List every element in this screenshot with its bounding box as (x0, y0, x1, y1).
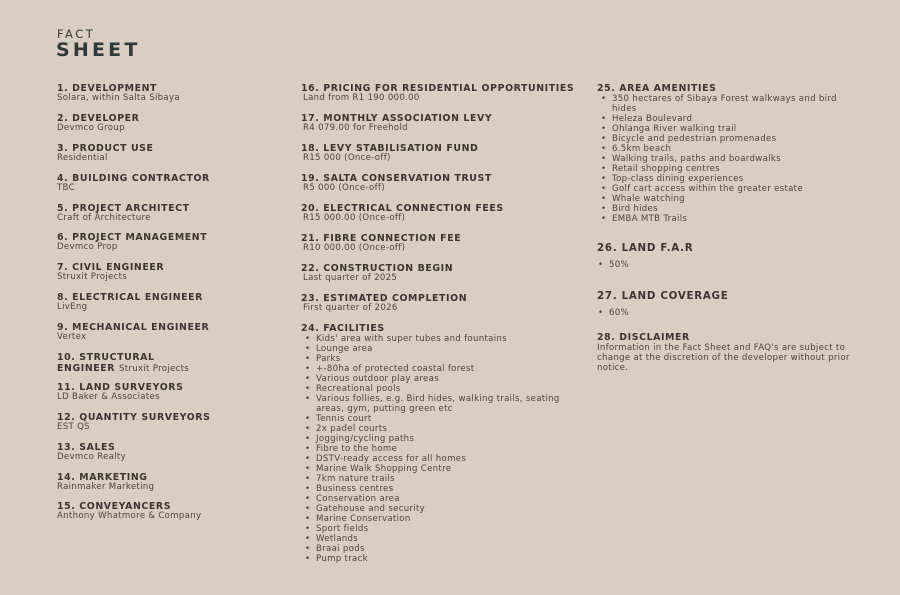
list-item-text: Top-class dining experiences (612, 174, 744, 184)
bullet-icon: • (601, 184, 607, 194)
list-item (301, 504, 586, 514)
fact-heading: 4. BUILDING CONTRACTOR (57, 172, 210, 184)
fact-heading: 14. MARKETING (57, 471, 148, 483)
fact-heading: 18. LEVY STABILISATION FUND (301, 143, 479, 154)
fact-item-structural-engineer (57, 352, 292, 382)
list-item (597, 260, 693, 270)
fact-value: First quarter of 2026 (303, 303, 398, 313)
fact-heading: 12. QUANTITY SURVEYORS (57, 411, 211, 423)
list-item (301, 474, 586, 484)
fact-item-electrical-fees (301, 203, 586, 233)
fact-heading: 15. CONVEYANCERS (57, 501, 172, 513)
facilities-list (301, 334, 586, 564)
fact-value: LD Baker & Associates (57, 391, 160, 402)
fact-value: Craft of Architecture (57, 212, 151, 223)
list-item-text: Lounge area (316, 344, 373, 354)
fact-heading: 28. DISCLAIMER (597, 332, 690, 343)
list-item-text: Walking trails, paths and boardwalks (612, 154, 781, 164)
fact-heading: 11. LAND SURVEYORS (57, 381, 184, 393)
list-item-text: Golf cart access within the greater estate (612, 184, 803, 194)
coverage-list (597, 308, 728, 318)
list-item (597, 194, 837, 204)
bullet-icon: • (305, 454, 311, 464)
fact-item-conveyancers (57, 501, 292, 531)
fact-heading: 16. PRICING FOR RESIDENTIAL OPPORTUNITIES (301, 83, 575, 94)
list-item (301, 374, 586, 384)
list-item-text: Conservation area (316, 494, 400, 504)
fact-item-marketing (57, 472, 292, 502)
bullet-icon: • (305, 344, 311, 354)
far-list (597, 260, 693, 270)
fact-heading: 17. MONTHLY ASSOCIATION LEVY (301, 113, 493, 124)
list-item-text: Jogging/cycling paths (316, 434, 415, 444)
fact-item-estimated-completion (301, 293, 586, 323)
list-item (597, 184, 837, 194)
fact-heading: 6. PROJECT MANAGEMENT (57, 232, 208, 244)
bullet-icon: • (305, 554, 311, 564)
fact-item-project-management (57, 232, 292, 262)
fact-item-area-amenities (597, 83, 887, 224)
bullet-icon: • (305, 514, 311, 524)
fact-item-fibre-fee (301, 233, 586, 263)
list-item (301, 414, 586, 424)
list-item-text: DSTV-ready access for all homes (316, 454, 467, 464)
list-item (301, 394, 586, 414)
fact-item-disclaimer (597, 332, 867, 373)
fact-value: Land from R1 190 000.00 (303, 93, 420, 103)
list-item (597, 124, 837, 134)
fact-value: Devmco Prop (57, 242, 118, 253)
list-item (597, 214, 837, 224)
list-item-text: Recreational pools (316, 384, 401, 394)
list-item-text: Heleza Boulevard (612, 114, 693, 124)
fact-value: Devmco Group (57, 122, 125, 133)
list-item-text: Business centres (316, 484, 394, 494)
list-item-text: 7km nature trails (316, 474, 395, 484)
list-item-text: Marine Walk Shopping Centre (316, 464, 452, 474)
fact-item-developer (57, 113, 292, 143)
list-item (301, 524, 586, 534)
coverage-value: 60% (609, 308, 630, 318)
bullet-icon: • (601, 174, 607, 184)
list-item (301, 424, 586, 434)
list-item (301, 334, 586, 344)
list-item (597, 94, 837, 114)
list-item (301, 454, 586, 464)
bullet-icon: • (305, 394, 311, 404)
fact-item-land-surveyors (57, 382, 292, 412)
fact-heading: 13. SALES (57, 441, 116, 453)
list-item (597, 174, 837, 184)
list-item-text: EMBA MTB Trails (612, 214, 688, 224)
bullet-icon: • (598, 308, 604, 318)
far-value: 50% (609, 260, 630, 270)
fact-heading: 5. PROJECT ARCHITECT (57, 202, 190, 214)
list-item (301, 464, 586, 474)
bullet-icon: • (305, 524, 311, 534)
list-item (597, 308, 728, 318)
list-item (597, 114, 837, 124)
list-item (597, 164, 837, 174)
list-item-text: Gatehouse and security (316, 504, 426, 514)
bullet-icon: • (305, 364, 311, 374)
fact-value: EST QS (57, 421, 90, 432)
title-sheet: SHEET (56, 39, 141, 61)
fact-value: Rainmaker Marketing (57, 481, 155, 492)
list-item-text: Ohlanga River walking trail (612, 124, 737, 134)
fact-heading: 3. PRODUCT USE (57, 142, 154, 154)
fact-value: Devmco Realty (57, 451, 126, 462)
fact-item-land-far (597, 242, 693, 270)
fact-value: R15 000.00 (Once-off) (303, 213, 406, 223)
bullet-icon: • (601, 164, 607, 174)
list-item (301, 494, 586, 504)
column-1 (57, 83, 292, 531)
bullet-icon: • (601, 194, 607, 204)
bullet-icon: • (305, 464, 311, 474)
bullet-icon: • (305, 374, 311, 384)
fact-value: Vertex (57, 332, 87, 343)
list-item-text: Marine Conservation (316, 514, 411, 524)
fact-item-facilities (301, 323, 586, 564)
fact-value: R10 000.00 (Once-off) (303, 243, 406, 253)
fact-heading: 21. FIBRE CONNECTION FEE (301, 233, 462, 244)
title-fact: FACT (57, 27, 96, 41)
fact-heading: 26. LAND F.A.R (597, 242, 694, 254)
list-item-text: Bird hides (612, 204, 658, 214)
bullet-icon: • (305, 534, 311, 544)
disclaimer-text: Information in the Fact Sheet and FAQ's are subject to change at the discretion of the developer without prior notice. (597, 343, 850, 373)
list-item-text: 2x padel courts (316, 424, 388, 434)
fact-item-conservation-trust (301, 173, 586, 203)
fact-heading: 25. AREA AMENITIES (597, 83, 717, 94)
fact-item-project-architect (57, 203, 292, 233)
fact-item-civil-engineer (57, 262, 292, 292)
fact-item-electrical-engineer (57, 292, 292, 322)
bullet-icon: • (601, 214, 607, 224)
fact-heading: 9. MECHANICAL ENGINEER (57, 322, 210, 334)
column-2 (301, 83, 586, 564)
bullet-icon: • (601, 204, 607, 214)
list-item (301, 514, 586, 524)
list-item-text: Sport fields (316, 524, 369, 534)
bullet-icon: • (601, 114, 607, 124)
fact-heading-word: ENGINEER (57, 363, 116, 375)
fact-value: LivEng (57, 302, 88, 313)
bullet-icon: • (598, 260, 604, 270)
list-item-text: Various follies, e.g. Bird hides, walking trails, seating areas, gym, putting green etc (316, 394, 560, 414)
bullet-icon: • (305, 484, 311, 494)
fact-heading: 22. CONSTRUCTION BEGIN (301, 263, 454, 274)
list-item (301, 364, 586, 374)
list-item (301, 534, 586, 544)
bullet-icon: • (305, 504, 311, 514)
fact-value: TBC (57, 182, 75, 193)
fact-value: Struxit Projects (118, 364, 190, 375)
list-item (301, 544, 586, 554)
list-item (597, 144, 837, 154)
bullet-icon: • (601, 124, 607, 134)
list-item (301, 554, 586, 564)
fact-heading: 27. LAND COVERAGE (597, 290, 729, 302)
bullet-icon: • (305, 424, 311, 434)
list-item-text: Wetlands (316, 534, 359, 544)
list-item-text: 350 hectares of Sibaya Forest walkways and bird hides (612, 94, 837, 114)
bullet-icon: • (601, 154, 607, 164)
fact-value: R4 079.00 for Freehold (303, 123, 408, 133)
bullet-icon: • (305, 544, 311, 554)
bullet-icon: • (601, 144, 607, 154)
bullet-icon: • (305, 384, 311, 394)
fact-value: Anthony Whatmore & Company (57, 511, 202, 522)
fact-heading: 1. DEVELOPMENT (57, 83, 158, 94)
fact-item-development (57, 83, 292, 113)
fact-item-pricing (301, 83, 586, 113)
fact-item-mechanical-engineer (57, 322, 292, 352)
fact-value: Struxit Projects (57, 272, 128, 283)
fact-item-monthly-levy (301, 113, 586, 143)
list-item-text: Kids' area with super tubes and fountains (316, 334, 507, 344)
fact-heading: 10. STRUCTURAL (57, 352, 155, 364)
fact-item-product-use (57, 143, 292, 173)
list-item (301, 354, 586, 364)
bullet-icon: • (305, 444, 311, 454)
list-item-text: Pump track (316, 554, 368, 564)
fact-value: Solara, within Salta Sibaya (57, 93, 180, 103)
list-item-text: Braai pods (316, 544, 365, 554)
fact-item-levy-stabilisation (301, 143, 586, 173)
fact-heading: 7. CIVIL ENGINEER (57, 262, 165, 274)
bullet-icon: • (305, 494, 311, 504)
fact-item-building-contractor (57, 173, 292, 203)
fact-item-sales (57, 442, 292, 472)
fact-value: R5 000 (Once-off) (303, 183, 385, 193)
fact-item-construction-begin (301, 263, 586, 293)
bullet-icon: • (305, 434, 311, 444)
list-item-text: Tennis court (316, 414, 372, 424)
list-item (301, 444, 586, 454)
fact-item-quantity-surveyors (57, 412, 292, 442)
fact-heading: 8. ELECTRICAL ENGINEER (57, 292, 203, 304)
fact-heading: 19. SALTA CONSERVATION TRUST (301, 173, 492, 184)
list-item-text: Fibre to the home (316, 444, 398, 454)
list-item-text: Bicycle and pedestrian promenades (612, 134, 777, 144)
bullet-icon: • (305, 334, 311, 344)
list-item-text: Retail shopping centres (612, 164, 720, 174)
list-item-text: Parks (316, 354, 341, 364)
fact-value: R15 000 (Once-off) (303, 153, 391, 163)
list-item-text: Various outdoor play areas (316, 374, 439, 384)
column-3 (597, 83, 887, 373)
fact-value: Residential (57, 152, 108, 163)
list-item-text: Whale watching (612, 194, 685, 204)
list-item (597, 134, 837, 144)
list-item-text: 6.5km beach (612, 144, 672, 154)
list-item-text: +-80ha of protected coastal forest (316, 364, 475, 374)
fact-heading: 23. ESTIMATED COMPLETION (301, 293, 468, 304)
amenities-list (597, 94, 837, 224)
list-item (597, 154, 837, 164)
bullet-icon: • (305, 354, 311, 364)
fact-heading: 24. FACILITIES (301, 323, 385, 334)
bullet-icon: • (601, 134, 607, 144)
fact-heading: 2. DEVELOPER (57, 112, 140, 124)
list-item (301, 434, 586, 444)
fact-value: Last quarter of 2025 (303, 273, 398, 283)
bullet-icon: • (305, 474, 311, 484)
list-item (597, 204, 837, 214)
list-item (301, 344, 586, 354)
list-item (301, 384, 586, 394)
list-item (301, 484, 586, 494)
fact-heading-line2 (57, 363, 292, 375)
fact-heading: 20. ELECTRICAL CONNECTION FEES (301, 203, 504, 214)
bullet-icon: • (601, 94, 607, 104)
bullet-icon: • (305, 414, 311, 424)
fact-item-land-coverage (597, 290, 728, 318)
